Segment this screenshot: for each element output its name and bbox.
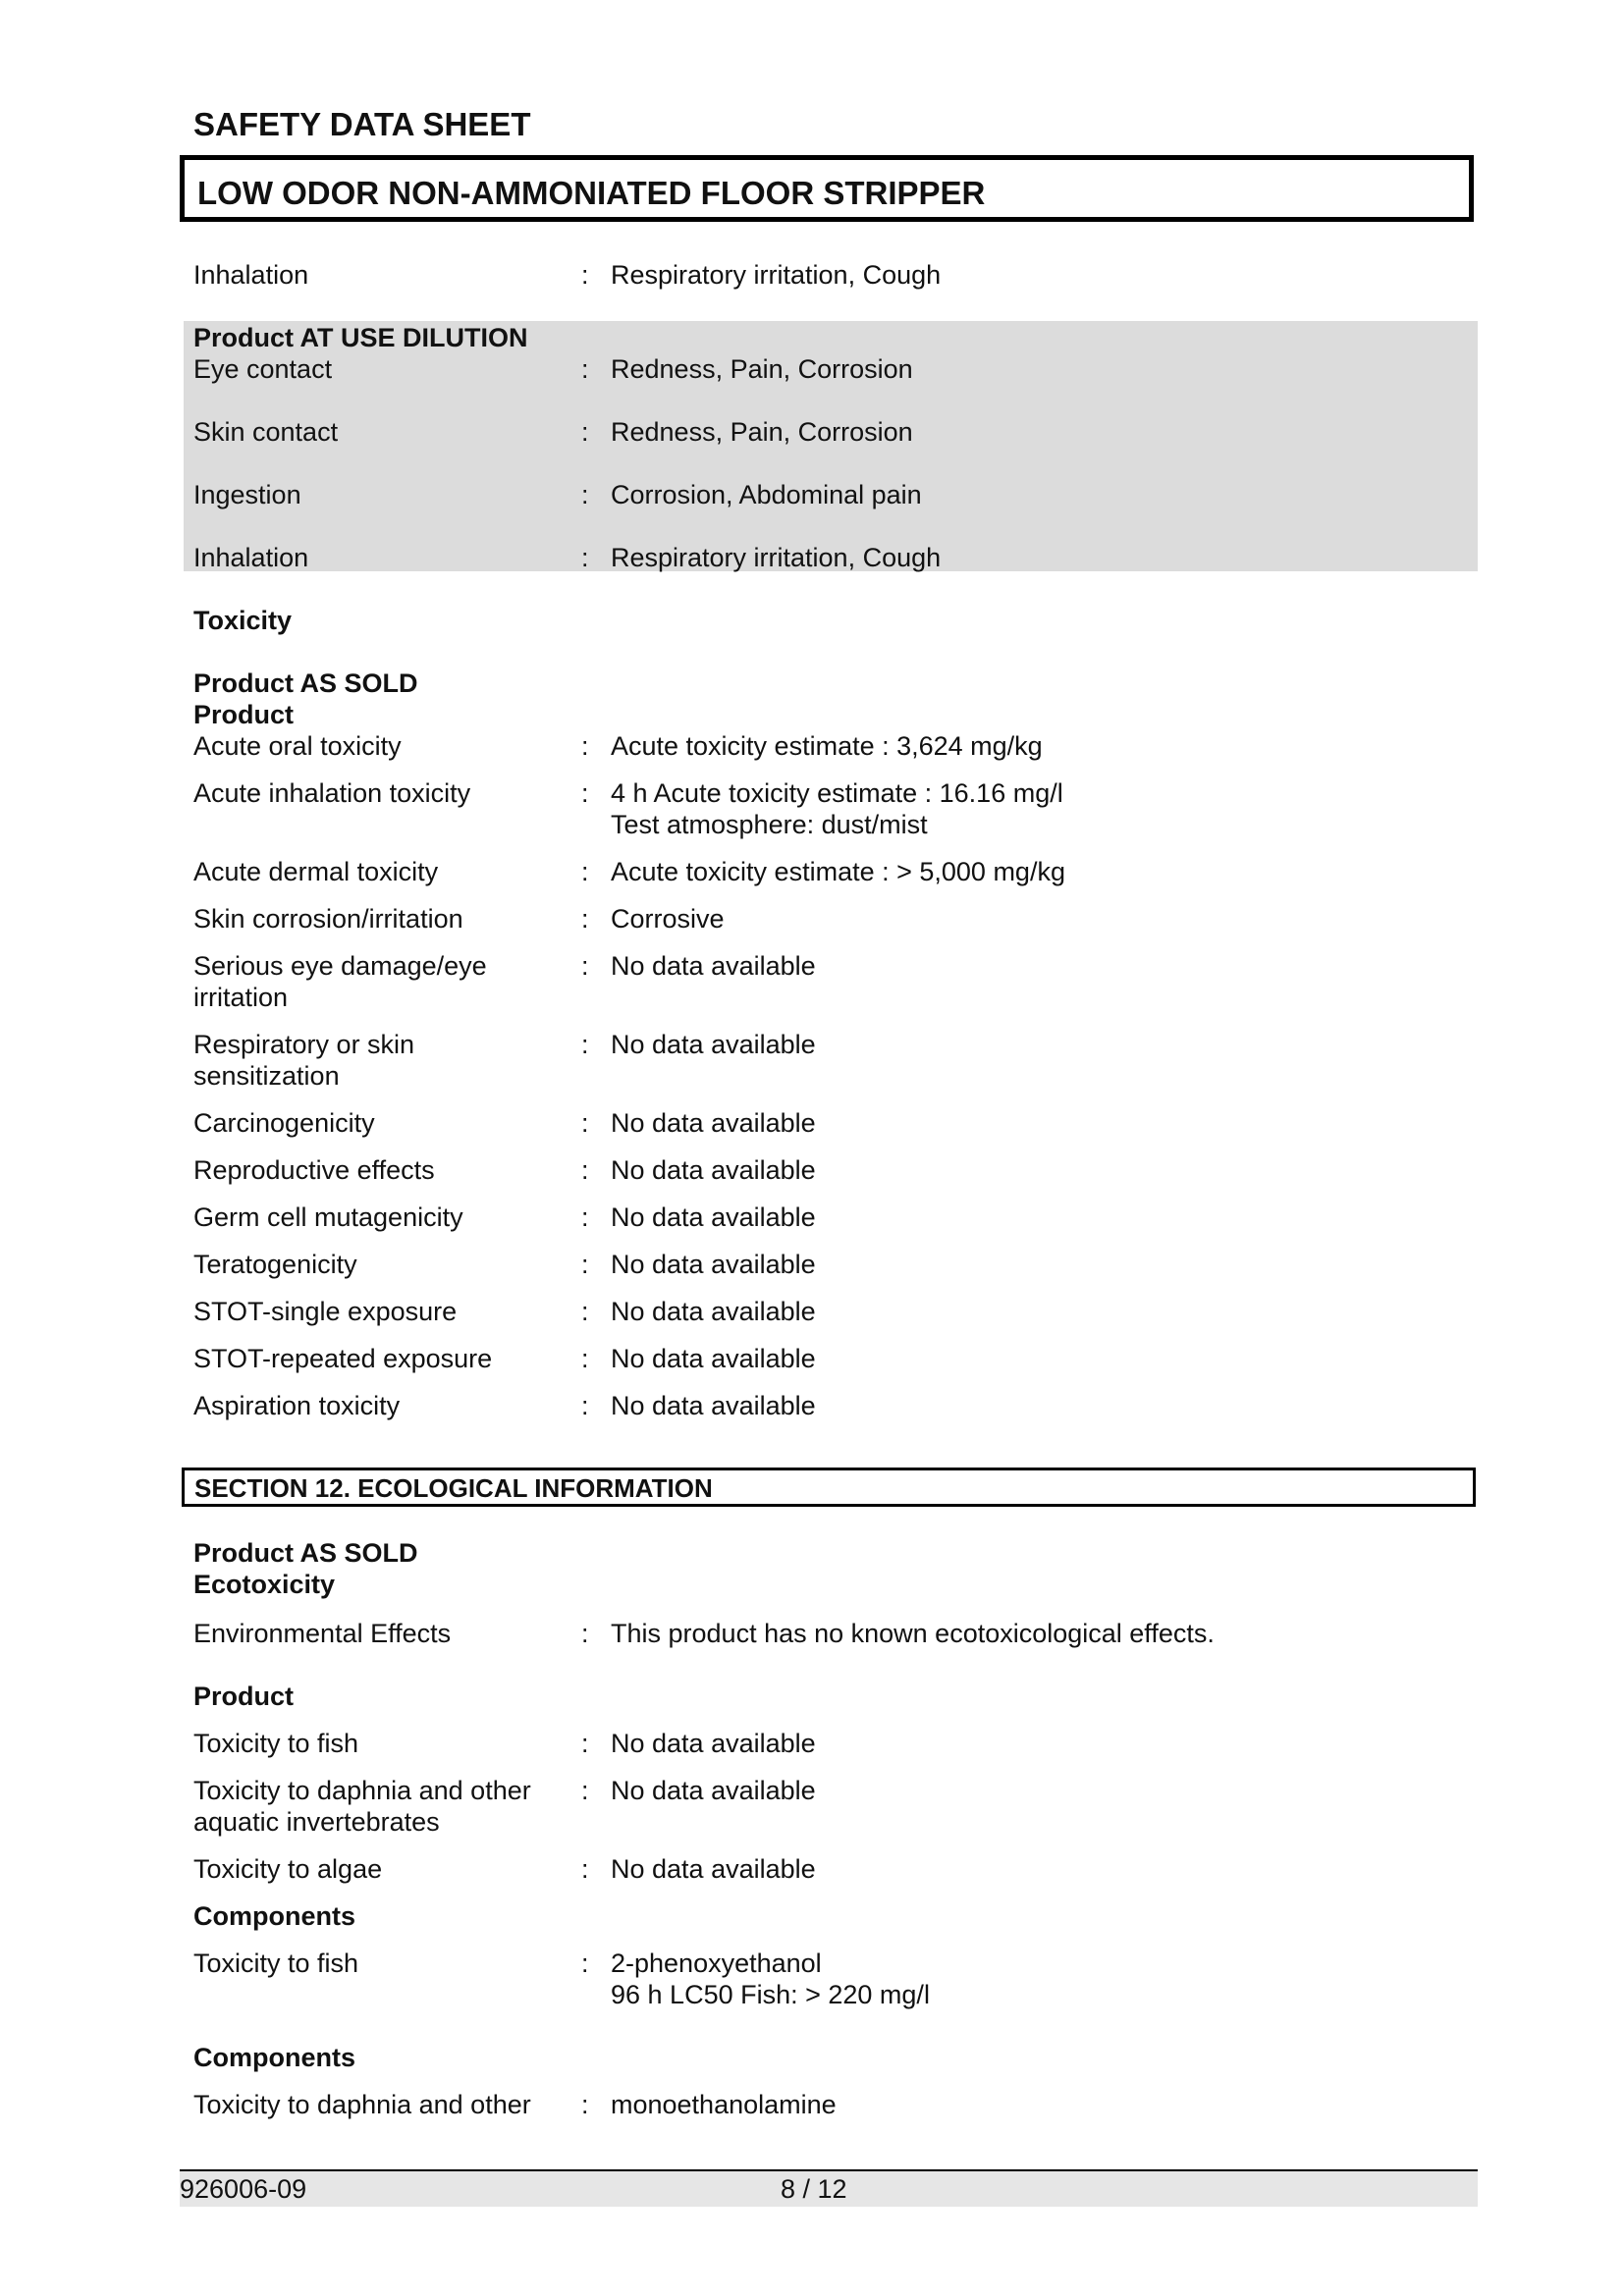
row-value: Corrosion, Abdominal pain [611,480,922,509]
as-sold-heading: Product AS SOLD [193,668,418,698]
use-dilution-heading: Product AT USE DILUTION [193,323,528,352]
row-value: Redness, Pain, Corrosion [611,417,913,447]
row-label: Reproductive effects [193,1155,435,1185]
section-12-header [182,1468,1476,1507]
row-colon: : [581,1344,589,1373]
row-value: Acute toxicity estimate : > 5,000 mg/kg [611,857,1065,886]
row-value-line: 4 h Acute toxicity estimate : 16.16 mg/l [611,778,1063,808]
row-label-line: Respiratory or skin [193,1030,415,1059]
row-label-line: irritation [193,983,289,1012]
row-value: No data available [611,1776,816,1805]
row-label: Inhalation [193,260,309,290]
row-colon: : [581,951,589,981]
row-colon: : [581,1297,589,1326]
row-value: Corrosive [611,904,725,934]
row-label: Skin contact [193,417,339,447]
row-label-line: aquatic invertebrates [193,1807,440,1837]
row-label-line: Toxicity to daphnia and other [193,1776,531,1805]
row-label: STOT-single exposure [193,1297,458,1326]
product-heading: Product [193,700,295,729]
row-colon: : [581,1729,589,1758]
row-label: Toxicity to daphnia and other [193,2090,531,2119]
row-label: STOT-repeated exposure [193,1344,493,1373]
row-value: No data available [611,1030,816,1059]
row-label: Toxicity to fish [193,1949,359,1978]
row-colon: : [581,731,589,761]
row-label: Acute inhalation toxicity [193,778,471,808]
eco-as-sold-heading: Product AS SOLD [193,1538,418,1568]
row-label: Teratogenicity [193,1250,357,1279]
page-number: 8 / 12 [781,2174,847,2204]
row-label: Toxicity to algae [193,1854,383,1884]
row-value: Acute toxicity estimate : 3,624 mg/kg [611,731,1043,761]
row-value-line: Test atmosphere: dust/mist [611,810,928,839]
row-value: monoethanolamine [611,2090,837,2119]
row-colon: : [581,1030,589,1059]
row-value: Respiratory irritation, Cough [611,260,942,290]
row-colon: : [581,1776,589,1805]
row-label: Carcinogenicity [193,1108,375,1138]
row-label: Aspiration toxicity [193,1391,401,1420]
row-label: Environmental Effects [193,1619,452,1648]
toxicity-heading: Toxicity [193,606,293,635]
row-value: No data available [611,1155,816,1185]
row-label-line: sensitization [193,1061,340,1091]
row-value [611,777,1465,840]
row-value-line: 96 h LC50 Fish: > 220 mg/l [611,1980,930,2009]
row-value: No data available [611,1297,816,1326]
row-label: Acute oral toxicity [193,731,402,761]
row-colon: : [581,857,589,886]
section-12-title: SECTION 12. ECOLOGICAL INFORMATION [194,1473,713,1503]
row-colon: : [581,480,589,509]
row-colon: : [581,1619,589,1648]
row-colon: : [581,1108,589,1138]
row-label [193,1775,567,1838]
row-colon: : [581,1250,589,1279]
row-colon: : [581,354,589,384]
row-colon: : [581,543,589,572]
row-label [193,1029,567,1092]
row-value-line: 2-phenoxyethanol [611,1949,822,1978]
row-colon: : [581,1202,589,1232]
row-label [193,950,567,1013]
row-value: Redness, Pain, Corrosion [611,354,913,384]
row-value: No data available [611,1391,816,1420]
row-label: Acute dermal toxicity [193,857,439,886]
row-label: Skin corrosion/irritation [193,904,463,934]
row-value [611,1948,1465,2010]
row-label: Ingestion [193,480,301,509]
row-label: Inhalation [193,543,309,572]
row-colon: : [581,417,589,447]
product-name: LOW ODOR NON-AMMONIATED FLOOR STRIPPER [197,175,986,211]
row-value: No data available [611,1250,816,1279]
row-label: Eye contact [193,354,333,384]
document-number: 926006-09 [180,2174,307,2204]
row-colon: : [581,1391,589,1420]
row-colon: : [581,1949,589,1978]
components-heading: Components [193,2043,355,2072]
row-colon: : [581,904,589,934]
row-colon: : [581,1155,589,1185]
row-colon: : [581,2090,589,2119]
row-value: This product has no known ecotoxicological effects. [611,1619,1215,1648]
row-value: No data available [611,1729,816,1758]
product-name-box [180,155,1474,222]
eco-product-heading: Product [193,1682,295,1711]
ecotoxicity-heading: Ecotoxicity [193,1570,336,1599]
row-value: No data available [611,1854,816,1884]
row-value: No data available [611,1108,816,1138]
row-colon: : [581,778,589,808]
row-value: No data available [611,1202,816,1232]
row-value: No data available [611,951,816,981]
row-colon: : [581,260,589,290]
row-label: Germ cell mutagenicity [193,1202,463,1232]
row-value: Respiratory irritation, Cough [611,543,942,572]
row-colon: : [581,1854,589,1884]
row-label: Toxicity to fish [193,1729,359,1758]
row-label-line: Serious eye damage/eye [193,951,487,981]
row-value: No data available [611,1344,816,1373]
document-title: SAFETY DATA SHEET [193,106,531,142]
components-heading: Components [193,1901,355,1931]
